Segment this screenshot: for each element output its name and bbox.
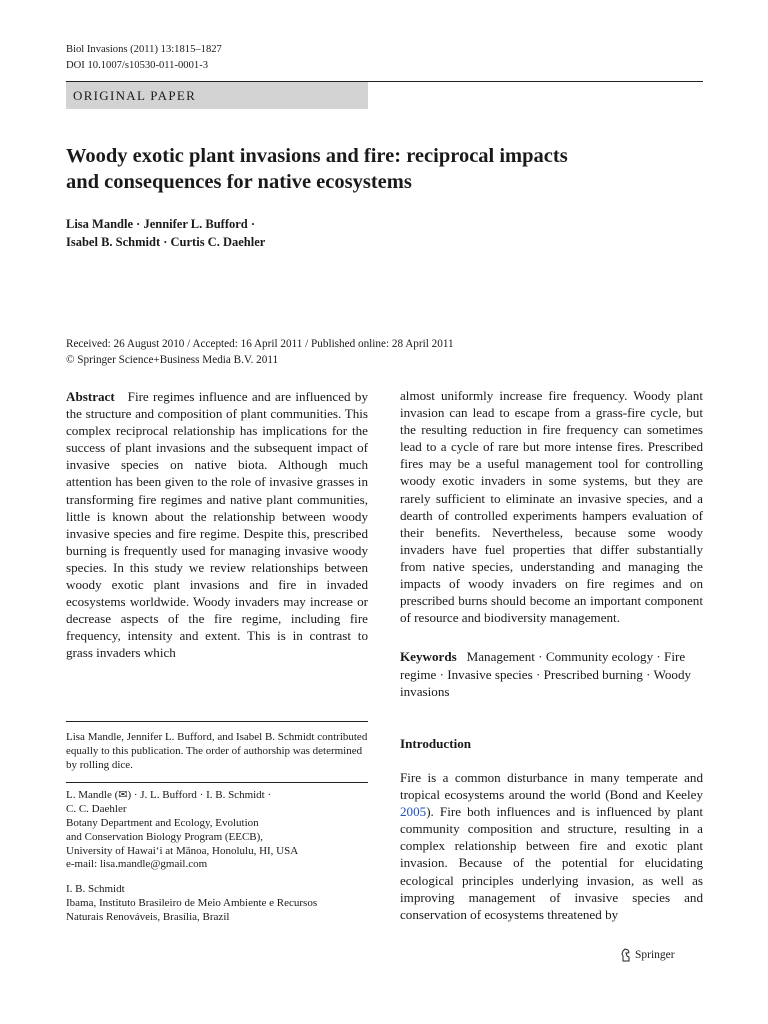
- intro-text-2: ). Fire both influences and is influenced by plant community composition and structure, resulting in a complex relationship between fire and exotic plant invasion. Because of the potential for elucidating ecological principles underlying invasion, as well as improving management of invasive species and conservation of ecosystems threatened by: [400, 804, 703, 922]
- affiliation-dept: Botany Department and Ecology, Evolution: [66, 816, 259, 829]
- doi: DOI 10.1007/s10530-011-0001-3: [66, 60, 209, 71]
- authors-line-2: Isabel B. Schmidt · Curtis C. Daehler: [66, 235, 266, 249]
- affiliation-1: [66, 789, 368, 872]
- journal-citation: Biol Invasions (2011) 13:1815–1827: [66, 44, 222, 55]
- contribution-note: Lisa Mandle, Jennifer L. Bufford, and Isabel B. Schmidt contributed equally to this publication. The order of authorship was determined by rolling dice.: [66, 731, 368, 771]
- footnotes: [66, 721, 368, 925]
- affiliation-email[interactable]: e-mail: lisa.mandle@gmail.com: [66, 858, 208, 871]
- affiliation-2-location: Naturais Renováveis, Brasília, Brazil: [66, 910, 230, 923]
- keywords-section: [400, 648, 703, 701]
- copyright-line: © Springer Science+Business Media B.V. 2011: [66, 354, 279, 366]
- affiliation-authors-cont: C. C. Daehler: [66, 803, 127, 816]
- affiliation-2: [66, 883, 368, 924]
- abstract-text-left: Fire regimes influence and are influenced by the structure and composition of plant communities. This complex reciprocal relationship has implications for the success of plant invasions and the subsequent impact of invasive species on native biota. Although much attention has been given to the role of invasive grasses in transforming fire regimes and native plant communities, little is known about the relationship between woody invasive species and fire regime. Despite this, prescribed burning is frequently used for managing invasive woody species. In this study we review relationships between woody exotic plant invasions and fire in invaded ecosystems worldwide. Woody invaders may increase or decrease aspects of the fire regime, including fire frequency, intensity and extent. This is in contrast to grass invaders which: [66, 389, 368, 661]
- article-type-badge: ORIGINAL PAPER: [66, 82, 368, 109]
- affiliation-university: University of Hawai‘i at Mānoa, Honolulu, HI, USA: [66, 844, 299, 857]
- abstract-text-right: almost uniformly increase fire frequency. Woody plant invasion can lead to escape from a grass-fire cycle, but the resulting reduction in fire frequency can sometimes lead to a cycle of rare but more intense fires. Prescribed fires may be a useful management tool for controlling woody exotic invaders in some systems, but they are rarely sufficient to eliminate an invasive species, and a dearth of controlled experiments hampers evaluation of their benefits. Nevertheless, because some woody invaders have fuel properties that differ substantially from native species, understanding and managing the impacts of woody invaders on fire regimes and on prescribed burns should become an important component of resource and biodiversity management.: [400, 388, 703, 626]
- citation-link-2005[interactable]: 2005: [400, 804, 427, 820]
- article-meta: [66, 42, 222, 74]
- intro-text-1: Fire is a common disturbance in many temperate and tropical ecosystems around the world (Bond and Keeley: [400, 770, 703, 803]
- publisher-name: Springer: [635, 949, 675, 961]
- publisher-footer: [620, 948, 675, 962]
- keywords-text: Management · Community ecology · Fire regime · Invasive species · Prescribed burning · Woody invasions: [400, 649, 692, 699]
- abstract-paragraph: [66, 388, 368, 662]
- dates-line: Received: 26 August 2010 / Accepted: 16 April 2011 / Published online: 28 April 2011: [66, 338, 454, 350]
- abstract-left-column: [66, 388, 368, 662]
- affiliation-authors: L. Mandle (✉) · J. L. Bufford · I. B. Schmidt ·: [66, 789, 272, 802]
- footnote-rule: [66, 721, 368, 722]
- affiliation-2-institute: Ibama, Instituto Brasileiro de Meio Ambiente e Recursos: [66, 896, 318, 909]
- author-list: [66, 215, 265, 251]
- footnote-rule-2: [66, 782, 368, 783]
- authors-line-1: Lisa Mandle · Jennifer L. Bufford ·: [66, 217, 256, 231]
- title-line-1: Woody exotic plant invasions and fire: reciprocal impacts: [66, 145, 568, 167]
- springer-horse-icon: [620, 948, 631, 962]
- abstract-label: Abstract: [66, 389, 115, 404]
- introduction-text: [400, 769, 703, 923]
- introduction-heading: Introduction: [400, 736, 472, 751]
- title-line-2: and consequences for native ecosystems: [66, 171, 412, 193]
- publication-dates: [66, 336, 454, 368]
- keywords-label: Keywords: [400, 649, 457, 664]
- affiliation-program: and Conservation Biology Program (EECB),: [66, 830, 264, 843]
- affiliation-2-author: I. B. Schmidt: [66, 883, 125, 896]
- abstract-right-column: [400, 387, 703, 626]
- paper-title: [66, 143, 686, 195]
